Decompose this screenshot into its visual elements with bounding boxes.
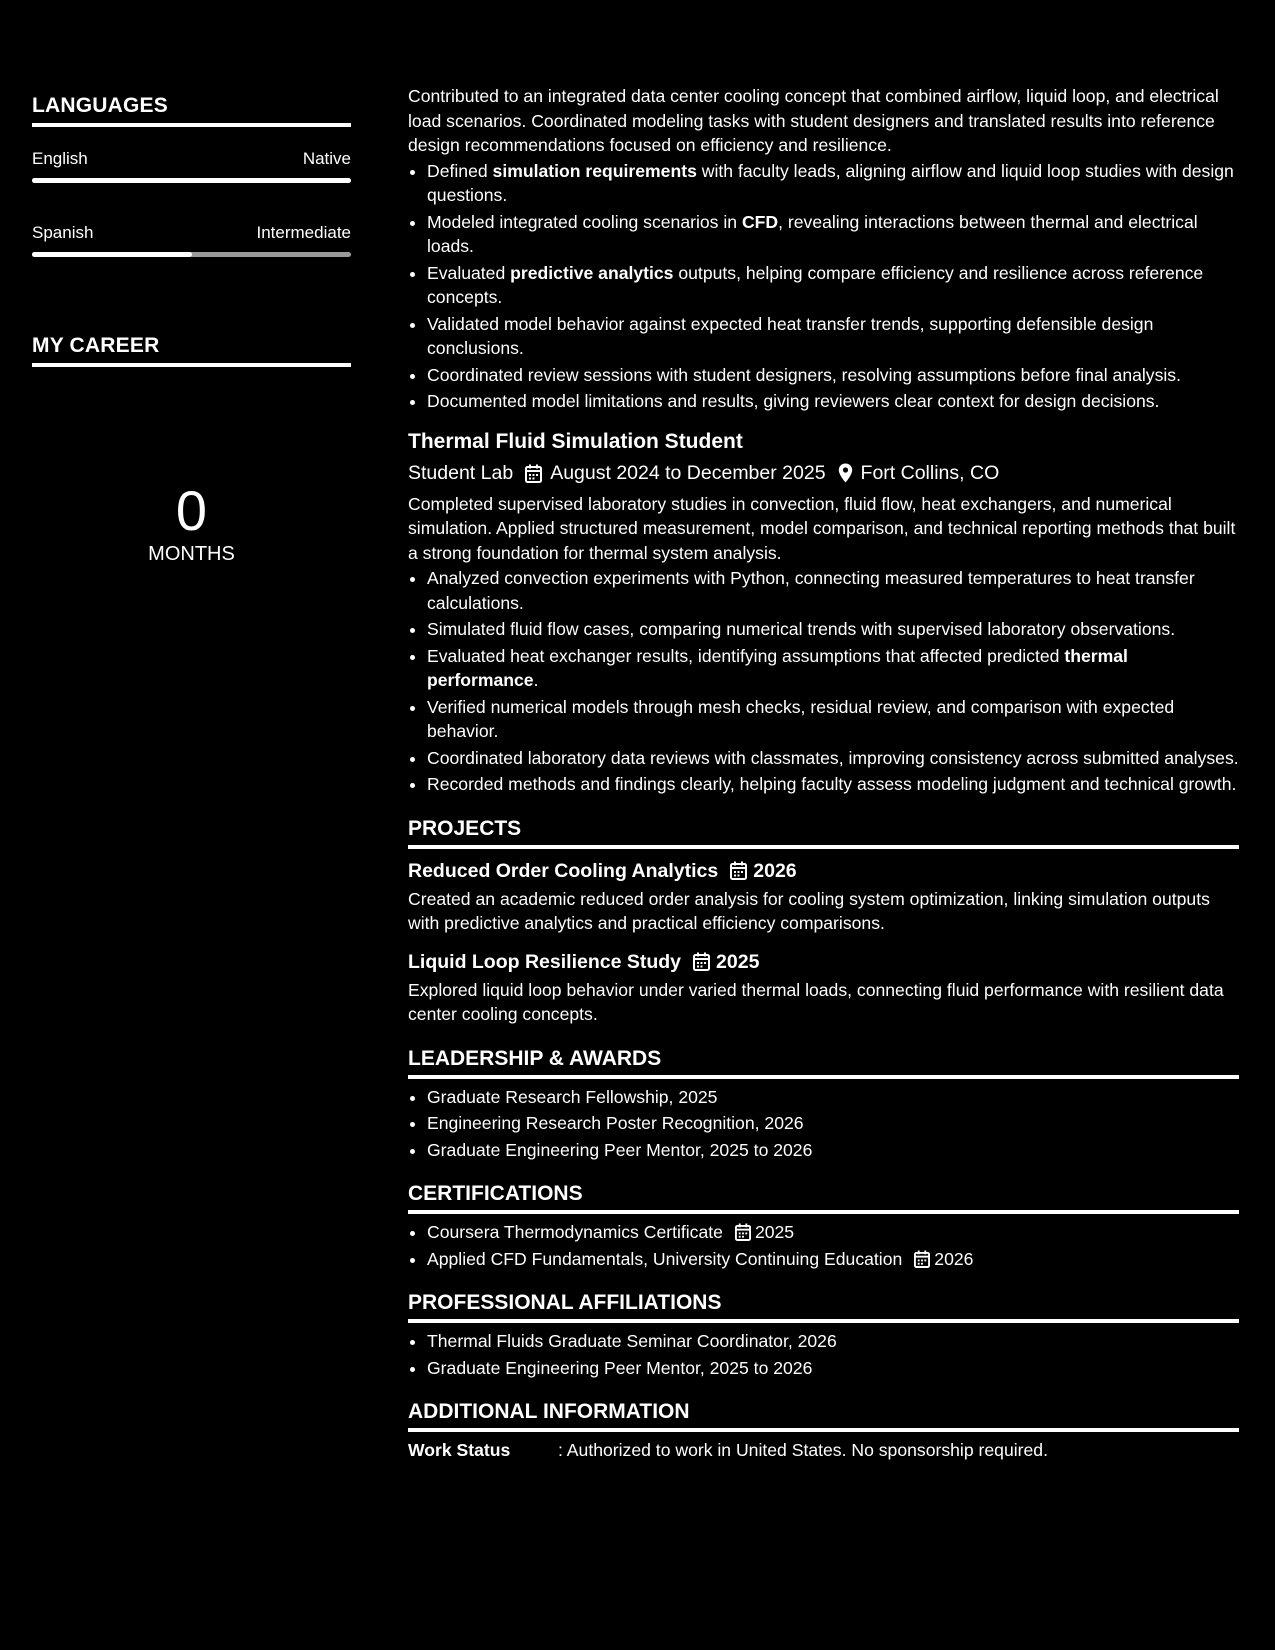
affiliations-list	[408, 1329, 1239, 1380]
list-item: • Defined simulation requirements with faculty leads, aligning airflow and liquid loop studies with design questions.	[427, 159, 1239, 208]
project-year: 2026	[753, 859, 797, 882]
main-content	[408, 84, 1239, 1463]
list-item: • Validated model behavior against expected heat transfer trends, supporting defensible design conclusions.	[427, 312, 1239, 361]
language-name: Spanish	[32, 223, 94, 242]
projects-section	[408, 815, 1239, 1027]
career-months-unit: MONTHS	[148, 543, 235, 565]
experience-summary: Contributed to an integrated data center cooling concept that combined airflow, liquid loop, and electrical load scenarios. Coordinated modeling tasks with student designers and translated results into reference design recommendations focused on efficiency and resilience.	[408, 86, 1219, 155]
list-item	[427, 1220, 1239, 1245]
list-item: • Graduate Engineering Peer Mentor, 2025 to 2026	[427, 1356, 1239, 1381]
list-item: • Evaluated heat exchanger results, identifying assumptions that affected predicted thermal performance.	[427, 644, 1239, 693]
certification-year: 2026	[934, 1248, 974, 1269]
additional-info-heading: ADDITIONAL INFORMATION	[408, 1398, 1239, 1432]
job-location: Fort Collins, CO	[860, 461, 1000, 484]
list-item: • Graduate Engineering Peer Mentor, 2025 to 2026	[427, 1138, 1239, 1163]
company-name: Student Lab	[408, 461, 514, 484]
sidebar	[0, 0, 380, 1650]
location-pin-icon	[838, 463, 853, 483]
language-proficiency-bar	[32, 252, 351, 257]
calendar-icon	[914, 1250, 930, 1268]
career-counter	[32, 481, 351, 566]
calendar-icon	[735, 1223, 751, 1241]
list-item: • Coordinated laboratory data reviews with classmates, improving consistency across submitted analyses.	[427, 746, 1239, 771]
list-item: • Analyzed convection experiments with Python, connecting measured temperatures to heat transfer calculations.	[427, 566, 1239, 615]
calendar-icon	[730, 861, 747, 880]
language-name: English	[32, 149, 88, 168]
certification-name: • Applied CFD Fundamentals, University Continuing Education	[427, 1248, 903, 1269]
calendar-icon	[525, 464, 542, 483]
language-item	[32, 149, 351, 183]
experience-summary: Completed supervised laboratory studies in convection, fluid flow, heat exchangers, and numerical simulation. Applied structured measurement, model comparison, and technical reporting methods that built a strong foundation for thermal system analysis.	[408, 493, 1236, 563]
job-title: Thermal Fluid Simulation Student	[408, 429, 743, 453]
experience-entry	[408, 84, 1239, 414]
certification-year: 2025	[754, 1222, 795, 1242]
list-item: • Modeled integrated cooling scenarios in CFD, revealing interactions between thermal and electrical loads.	[427, 210, 1239, 259]
affiliations-section	[408, 1289, 1239, 1380]
list-item: • Graduate Research Fellowship, 2025	[427, 1085, 1239, 1110]
list-item: • Recorded methods and findings clearly, helping faculty assess modeling judgment and technical growth.	[427, 772, 1239, 797]
list-item	[427, 1247, 1239, 1272]
list-item: • Engineering Research Poster Recognition, 2026	[427, 1111, 1239, 1136]
work-status-value: : Authorized to work in United States. No sponsorship required.	[558, 1440, 1048, 1460]
leadership-heading: LEADERSHIP & AWARDS	[408, 1045, 1239, 1079]
language-proficiency-bar	[32, 178, 351, 183]
career-section	[32, 334, 351, 566]
language-proficiency-fill	[32, 252, 192, 257]
list-item: • Documented model limitations and results, giving reviewers clear context for design decisions.	[427, 389, 1239, 414]
career-months-count: 0	[175, 479, 208, 542]
work-status-row	[408, 1438, 1239, 1463]
certifications-heading: CERTIFICATIONS	[408, 1180, 1239, 1214]
leadership-section	[408, 1045, 1239, 1163]
list-item: • Coordinated review sessions with student designers, resolving assumptions before final analysis.	[427, 363, 1239, 388]
experience-bullets	[408, 159, 1239, 414]
language-item	[32, 223, 351, 257]
job-dates: August 2024 to December 2025	[550, 461, 826, 484]
experience-bullets	[408, 566, 1239, 797]
projects-heading: PROJECTS	[408, 815, 1239, 849]
project-description: Created an academic reduced order analysis for cooling system optimization, linking simulation outputs with predictive analytics and practical efficiency comparisons.	[408, 888, 1210, 933]
project-description: Explored liquid loop behavior under varied thermal loads, connecting fluid performance with resilient data center cooling concepts.	[408, 979, 1224, 1024]
languages-heading: LANGUAGES	[32, 94, 351, 127]
list-item: • Simulated fluid flow cases, comparing numerical trends with supervised laboratory observations.	[427, 617, 1239, 642]
certifications-list	[408, 1220, 1239, 1271]
experience-entry	[408, 428, 1239, 797]
calendar-icon	[693, 952, 710, 971]
project-item	[408, 857, 1239, 936]
list-item: • Verified numerical models through mesh checks, residual review, and comparison with expected behavior.	[427, 695, 1239, 744]
project-title: Reduced Order Cooling Analytics	[408, 859, 719, 882]
language-level: Native	[302, 149, 351, 168]
career-heading: MY CAREER	[32, 334, 351, 367]
language-level: Intermediate	[256, 223, 351, 242]
project-title: Liquid Loop Resilience Study	[408, 950, 682, 973]
work-status-label: Work Status	[408, 1440, 511, 1460]
project-year: 2025	[716, 950, 760, 973]
job-meta	[408, 460, 1239, 487]
certification-name: • Coursera Thermodynamics Certificate	[427, 1222, 723, 1242]
list-item: • Evaluated predictive analytics outputs, helping compare efficiency and resilience across reference concepts.	[427, 261, 1239, 310]
affiliations-heading: PROFESSIONAL AFFILIATIONS	[408, 1289, 1239, 1323]
list-item: • Thermal Fluids Graduate Seminar Coordinator, 2026	[427, 1329, 1239, 1354]
languages-section	[32, 94, 351, 257]
certifications-section	[408, 1180, 1239, 1271]
leadership-list	[408, 1085, 1239, 1163]
additional-info-section	[408, 1398, 1239, 1463]
language-proficiency-fill	[32, 178, 351, 183]
project-item	[408, 948, 1239, 1027]
